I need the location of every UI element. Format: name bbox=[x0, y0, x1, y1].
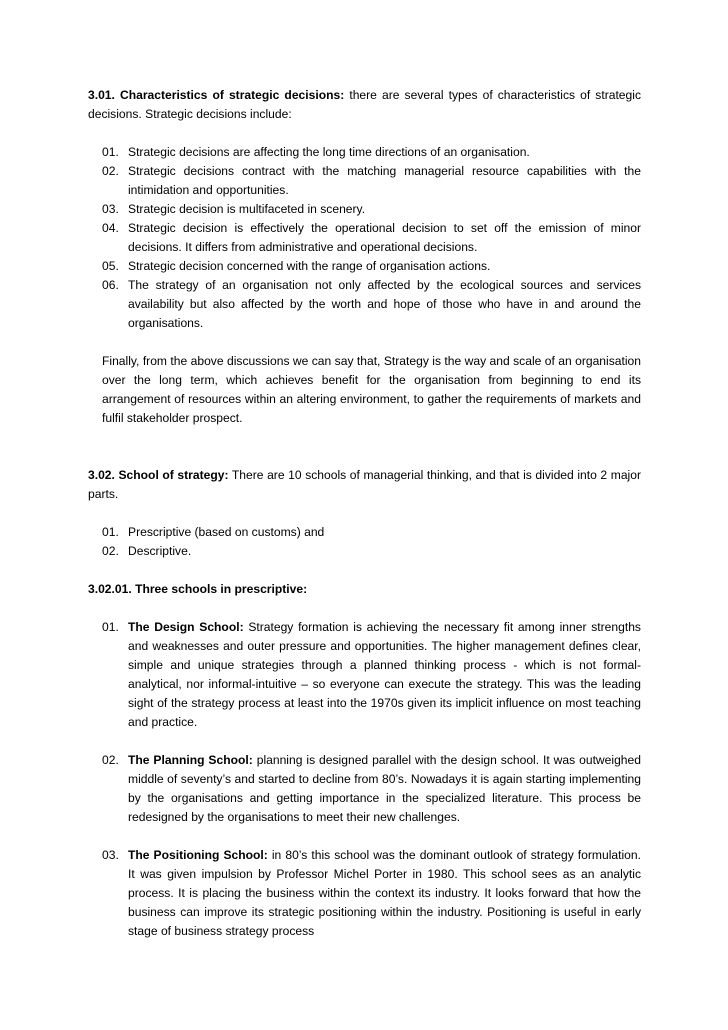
document-page bbox=[88, 86, 641, 941]
school-title: The Positioning School: bbox=[128, 848, 268, 862]
list-item: 04. Strategic decision is effectively the operational decision to set off the emission of minor decisions. It differs from administrative and operational decisions. bbox=[102, 221, 641, 254]
section-301-intro bbox=[88, 86, 641, 124]
section-301-heading: 3.01. Characteristics of strategic decisions: bbox=[88, 88, 345, 102]
list-item: 02. The Planning School: planning is designed parallel with the design school. It was outweighed middle of seventy’s and started to decline from 80’s. Nowadays it is again starting implementing by the organisations and getting importance in the specialized literature. This process be redesigned by the organisations to meet their new challenges. bbox=[102, 753, 641, 824]
list-item: 02. Strategic decisions contract with the matching managerial resource capabilities with the intimidation and opportunities. bbox=[102, 164, 641, 197]
section-301-intro-text: there are several types of characteristics of strategic decisions. Strategic decisions include: bbox=[88, 88, 641, 121]
list-item: 01. Strategic decisions are affecting the long time directions of an organisation. bbox=[102, 145, 530, 159]
section-302-intro bbox=[88, 466, 641, 504]
list-item: 06. The strategy of an organisation not only affected by the ecological sources and services availability but also affected by the worth and hope of those who have in and around the organisations. bbox=[102, 278, 641, 330]
school-title: The Planning School: bbox=[128, 753, 253, 767]
section-302-intro-text: There are 10 schools of managerial thinking, and that is divided into 2 major parts. bbox=[88, 468, 641, 501]
section-302-heading: 3.02. School of strategy: bbox=[88, 468, 229, 482]
list-item: 03. The Positioning School: in 80’s this school was the dominant outlook of strategy formulation. It was given impulsion by Professor Michel Porter in 1980. This school sees as an analytic process. It is placing the business within the context its industry. It looks forward that how the business can improve its strategic positioning within the industry. Positioning is useful in early stage of business strategy process bbox=[102, 848, 641, 938]
section-301-list bbox=[102, 143, 641, 333]
list-item: 01. Prescriptive (based on customs) and bbox=[102, 525, 325, 539]
list-item: 02. Descriptive. bbox=[102, 544, 192, 558]
section-301-conclusion: Finally, from the above discussions we can say that, Strategy is the way and scale of an organisation over the long term, which achieves benefit for the organisation from beginning to end its arrangement of resources within an altering environment, to gather the requirements of markets and fulfil stakeholder prospect. bbox=[102, 354, 641, 425]
section-302-list bbox=[102, 523, 641, 561]
section-30201-list bbox=[102, 618, 641, 941]
section-30201-heading: 3.02.01. Three schools in prescriptive: bbox=[88, 582, 308, 596]
school-title: The Design School: bbox=[128, 620, 244, 634]
list-item: 01. The Design School: Strategy formation is achieving the necessary fit among inner strengths and weaknesses and outer pressure and opportunities. The higher management defines clear, simple and unique strategies through a planned thinking process - which is not formal-analytical, nor informal-intuitive – so everyone can execute the strategy. This was the leading sight of the strategy process at least into the 1970s given its implicit influence on most teaching and practice. bbox=[102, 620, 641, 729]
list-item: 03. Strategic decision is multifaceted in scenery. bbox=[102, 202, 366, 216]
list-item: 05. Strategic decision concerned with the range of organisation actions. bbox=[102, 259, 491, 273]
